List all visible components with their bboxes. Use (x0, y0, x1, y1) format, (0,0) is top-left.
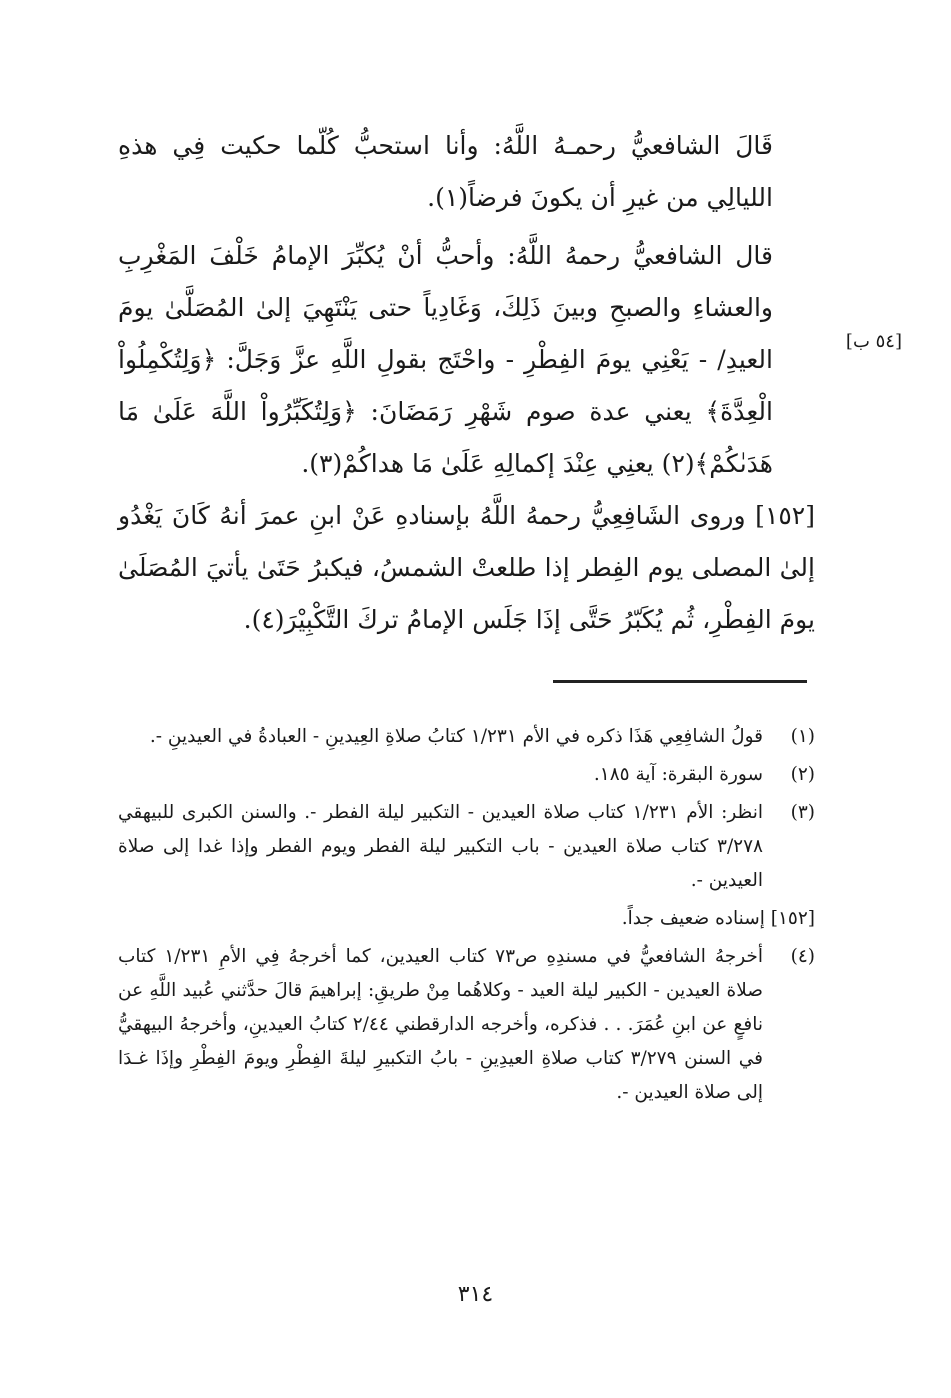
footnotes (118, 720, 815, 1114)
footnote-text: قولُ الشافِعِي هَذَا ذكره في الأم ١/٢٣١ كتابُ صلاةِ العِيدينِ - العبادةُ في العيدينِ -. (149, 726, 763, 747)
manuscript-folio-marker: [٥٤ ب] (845, 331, 902, 352)
footnote-number: (٣) (790, 802, 815, 823)
footnote-separator (553, 680, 807, 683)
footnote-text: انظر: الأم ١/٢٣١ كتاب صلاة العيدين - التكبير ليلة الفطر -. والسنن الكبرى للبيهقي ٣/٢٧٨ كتاب صلاة العيدين - باب التكبير ليلة الفطر ويوم الفطر وإذا غدا إلى صلاة العيدين -. (118, 802, 763, 891)
footnote-text: سورة البقرة: آية ١٨٥. (593, 764, 763, 785)
page-number: ٣١٤ (457, 1282, 494, 1307)
isnad-grading-note: [١٥٢] إسناده ضعيف جداً. (621, 908, 815, 929)
paragraph-1 (118, 120, 815, 224)
footnote-1 (118, 720, 815, 754)
paragraph-2-text: قال الشافعيُّ رحمهُ اللَّهُ: وأحبُّ أنْ يُكبِّرَ الإمامُ خَلْفَ المَغْرِبِ والعشاءِ والصبحِ وبينَ ذَلِكَ، وَغَادِياً حتى يَنْتَهِيَ إلىٰ المُصَلَّىٰ يومَ العيدِ/ - يَعْنِي يومَ الفِطْرِ - واحْتَج بقولِ اللَّهِ عزَّ وَجَلَّ: ﴿وَلِتُكْمِلُواْ الْعِدَّةَ﴾ يعني عدة صوم شَهْرِ رَمَضَانَ: ﴿وَلِتُكَبِّرُواْ اللَّهَ عَلَىٰ مَا هَدَىٰكُمْ﴾(٢) يعنِي عِنْدَ إكمالِهِ عَلَىٰ مَا هداكُمْ(٣). (118, 241, 773, 478)
footnote-4 (118, 940, 815, 1110)
paragraph-3 (118, 490, 815, 646)
footnote-3 (118, 796, 815, 898)
footnote-2 (118, 758, 815, 792)
paragraph-1-text: قَالَ الشافعيُّ رحمـهُ اللَّهُ: وأنا استحبُّ كُلّما حكيت فِي هذهِ الليالِي من غيرِ أن يكونَ فرضاً(١). (118, 131, 773, 212)
footnote-number: (٤) (790, 946, 815, 967)
paragraph-2 (118, 230, 815, 490)
footnote-text: أخرجهُ الشافعيُّ في مسندِهِ ص٧٣ كتاب العيدين، كما أخرجهُ فِي الأمِ ١/٢٣١ كتاب صلاة العيدين - الكبير ليلة العيد - وكلاهُما مِنْ طريقِ: إبراهيمَ قالَ حدَّثني عُبيد اللَّهِ عن نافعٍ عن ابنِ عُمَرَ. . . فذكره، وأخرجه الدارقطني ٢/٤٤ كتابُ العيدينِ، وأخرجهُ البيهقيُّ في السنن ٣/٢٧٩ كتاب صلاةِ العيدِينِ - بابُ التكبيرِ ليلةَ الفِطْرِ ويومَ الفِطْرِ وإذَا غـدَا إلى صلاة العيدين -. (118, 946, 763, 1103)
paragraph-3-text: [١٥٢] وروى الشَافِعِيُّ رحمهُ اللَّهُ بإسنادهِ عَنْ ابنِ عمرَ أنهُ كَانَ يَغْدُو إلىٰ المصلى يوم الفِطر إذا طلعتْ الشمسُ، فيكبرُ حَتَىٰ يأتيَ المُصَلَىٰ يومَ الفِطْرِ، ثُم يُكَبّرُ حَتَّى إذَا جَلَس الإمامُ تركَ التَّكْبِيْرَ(٤). (118, 501, 815, 634)
footnote-number: (١) (790, 726, 815, 747)
footnote-number: (٢) (790, 764, 815, 785)
